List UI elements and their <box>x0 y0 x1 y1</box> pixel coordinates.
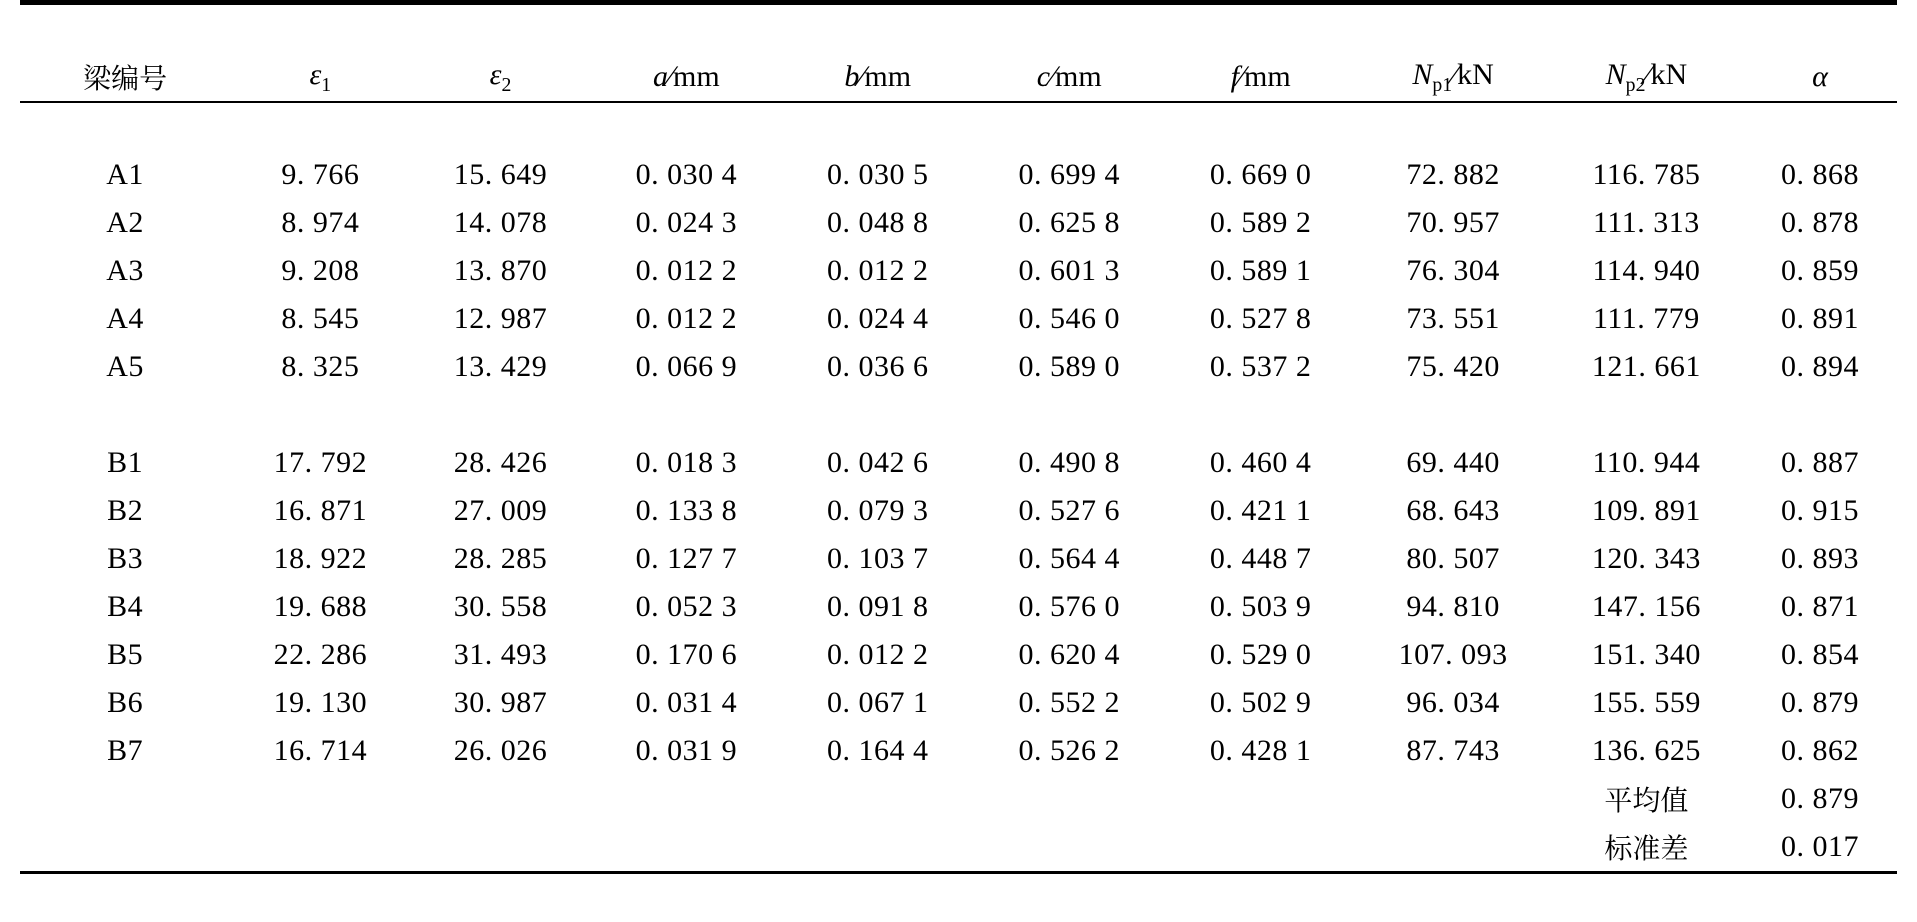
cell-eps1: 16. 714 <box>230 727 410 775</box>
group-separator <box>20 391 1897 439</box>
column-header-beam-no: 梁编号 <box>20 53 230 102</box>
cell-a: 0. 012 2 <box>591 295 782 343</box>
cell-c: 0. 564 4 <box>974 535 1165 583</box>
cell-c: 0. 576 0 <box>974 583 1165 631</box>
cell-np1: 73. 551 <box>1356 295 1549 343</box>
cell-np1: 94. 810 <box>1356 583 1549 631</box>
column-header-c: c∕mm <box>974 53 1165 102</box>
summary-spacer <box>230 775 410 823</box>
cell-alpha: 0. 879 <box>1743 679 1897 727</box>
cell-eps2: 30. 987 <box>410 679 590 727</box>
table-row <box>20 295 1897 343</box>
column-header-b: b∕mm <box>782 53 973 102</box>
cell-eps2: 26. 026 <box>410 727 590 775</box>
cell-f: 0. 502 9 <box>1165 679 1356 727</box>
cell-np1: 96. 034 <box>1356 679 1549 727</box>
cell-a: 0. 127 7 <box>591 535 782 583</box>
cell-alpha: 0. 868 <box>1743 151 1897 199</box>
cell-beam-no: A3 <box>20 247 230 295</box>
cell-beam-no: B5 <box>20 631 230 679</box>
summary-row-stddev <box>20 823 1897 873</box>
cell-eps2: 12. 987 <box>410 295 590 343</box>
cell-np1: 75. 420 <box>1356 343 1549 391</box>
cell-beam-no: A5 <box>20 343 230 391</box>
cell-beam-no: B2 <box>20 487 230 535</box>
cell-np1: 80. 507 <box>1356 535 1549 583</box>
cell-c: 0. 589 0 <box>974 343 1165 391</box>
summary-value-stddev: 0. 017 <box>1743 823 1897 873</box>
column-header-alpha: α <box>1743 53 1897 102</box>
table-row <box>20 679 1897 727</box>
column-header-eps2: $\varepsilon_2$ <box>410 53 590 102</box>
cell-c: 0. 527 6 <box>974 487 1165 535</box>
cell-eps2: 27. 009 <box>410 487 590 535</box>
cell-f: 0. 589 1 <box>1165 247 1356 295</box>
cell-beam-no: A2 <box>20 199 230 247</box>
cell-a: 0. 066 9 <box>591 343 782 391</box>
cell-np2: 111. 779 <box>1550 295 1743 343</box>
cell-eps2: 30. 558 <box>410 583 590 631</box>
cell-beam-no: B6 <box>20 679 230 727</box>
cell-a: 0. 031 9 <box>591 727 782 775</box>
cell-eps2: 28. 285 <box>410 535 590 583</box>
cell-f: 0. 537 2 <box>1165 343 1356 391</box>
cell-eps1: 8. 325 <box>230 343 410 391</box>
cell-np2: 116. 785 <box>1550 151 1743 199</box>
cell-eps1: 9. 208 <box>230 247 410 295</box>
summary-spacer <box>20 775 230 823</box>
cell-np2: 151. 340 <box>1550 631 1743 679</box>
cell-np1: 72. 882 <box>1356 151 1549 199</box>
cell-beam-no: B4 <box>20 583 230 631</box>
table-row <box>20 199 1897 247</box>
table-header-row <box>20 53 1897 102</box>
column-header-f: f∕mm <box>1165 53 1356 102</box>
cell-f: 0. 669 0 <box>1165 151 1356 199</box>
cell-a: 0. 012 2 <box>591 247 782 295</box>
cell-b: 0. 164 4 <box>782 727 973 775</box>
summary-spacer <box>1356 775 1549 823</box>
cell-c: 0. 625 8 <box>974 199 1165 247</box>
summary-spacer <box>782 775 973 823</box>
cell-c: 0. 546 0 <box>974 295 1165 343</box>
table-row <box>20 631 1897 679</box>
cell-np1: 70. 957 <box>1356 199 1549 247</box>
cell-a: 0. 133 8 <box>591 487 782 535</box>
cell-np2: 121. 661 <box>1550 343 1743 391</box>
cell-eps1: 16. 871 <box>230 487 410 535</box>
cell-a: 0. 052 3 <box>591 583 782 631</box>
cell-b: 0. 079 3 <box>782 487 973 535</box>
cell-f: 0. 503 9 <box>1165 583 1356 631</box>
cell-a: 0. 024 3 <box>591 199 782 247</box>
cell-b: 0. 012 2 <box>782 631 973 679</box>
cell-eps1: 8. 974 <box>230 199 410 247</box>
cell-np2: 110. 944 <box>1550 439 1743 487</box>
table-rule-bottom <box>20 873 1897 922</box>
cell-eps1: 19. 688 <box>230 583 410 631</box>
cell-c: 0. 526 2 <box>974 727 1165 775</box>
cell-a: 0. 170 6 <box>591 631 782 679</box>
table-row <box>20 247 1897 295</box>
cell-alpha: 0. 915 <box>1743 487 1897 535</box>
column-header-a: a∕mm <box>591 53 782 102</box>
table-row <box>20 535 1897 583</box>
cell-b: 0. 103 7 <box>782 535 973 583</box>
cell-c: 0. 552 2 <box>974 679 1165 727</box>
column-header-eps1: $\varepsilon_1$ <box>230 53 410 102</box>
cell-alpha: 0. 891 <box>1743 295 1897 343</box>
table-rule-top <box>20 3 1897 54</box>
cell-eps2: 13. 429 <box>410 343 590 391</box>
cell-b: 0. 024 4 <box>782 295 973 343</box>
summary-spacer <box>1165 775 1356 823</box>
cell-b: 0. 067 1 <box>782 679 973 727</box>
cell-alpha: 0. 887 <box>1743 439 1897 487</box>
cell-eps2: 31. 493 <box>410 631 590 679</box>
cell-b: 0. 048 8 <box>782 199 973 247</box>
cell-f: 0. 460 4 <box>1165 439 1356 487</box>
cell-np2: 114. 940 <box>1550 247 1743 295</box>
cell-beam-no: B7 <box>20 727 230 775</box>
table-row <box>20 727 1897 775</box>
cell-eps1: 18. 922 <box>230 535 410 583</box>
cell-np1: 107. 093 <box>1356 631 1549 679</box>
cell-c: 0. 699 4 <box>974 151 1165 199</box>
cell-c: 0. 490 8 <box>974 439 1165 487</box>
cell-beam-no: A4 <box>20 295 230 343</box>
cell-b: 0. 091 8 <box>782 583 973 631</box>
cell-alpha: 0. 878 <box>1743 199 1897 247</box>
summary-label-stddev: 标准差 <box>1550 823 1743 873</box>
cell-a: 0. 018 3 <box>591 439 782 487</box>
cell-a: 0. 031 4 <box>591 679 782 727</box>
cell-eps2: 13. 870 <box>410 247 590 295</box>
summary-spacer <box>20 823 230 873</box>
cell-np1: 76. 304 <box>1356 247 1549 295</box>
cell-f: 0. 448 7 <box>1165 535 1356 583</box>
table-row <box>20 439 1897 487</box>
cell-eps1: 22. 286 <box>230 631 410 679</box>
cell-eps2: 15. 649 <box>410 151 590 199</box>
cell-b: 0. 042 6 <box>782 439 973 487</box>
summary-spacer <box>591 823 782 873</box>
cell-eps1: 9. 766 <box>230 151 410 199</box>
cell-f: 0. 529 0 <box>1165 631 1356 679</box>
table-row <box>20 583 1897 631</box>
cell-np1: 87. 743 <box>1356 727 1549 775</box>
cell-c: 0. 601 3 <box>974 247 1165 295</box>
cell-f: 0. 527 8 <box>1165 295 1356 343</box>
summary-spacer <box>410 823 590 873</box>
table-rule-header <box>20 102 1897 151</box>
column-header-np1: $N_{p1}∕kN$ <box>1356 53 1549 102</box>
table-row <box>20 343 1897 391</box>
column-header-np2: $N_{p2}∕kN$ <box>1550 53 1743 102</box>
cell-eps1: 19. 130 <box>230 679 410 727</box>
cell-np2: 136. 625 <box>1550 727 1743 775</box>
cell-f: 0. 421 1 <box>1165 487 1356 535</box>
summary-spacer <box>1356 823 1549 873</box>
cell-eps2: 28. 426 <box>410 439 590 487</box>
summary-spacer <box>591 775 782 823</box>
table-row <box>20 151 1897 199</box>
cell-f: 0. 589 2 <box>1165 199 1356 247</box>
data-table <box>20 0 1897 922</box>
cell-alpha: 0. 894 <box>1743 343 1897 391</box>
summary-label-mean: 平均值 <box>1550 775 1743 823</box>
cell-beam-no: B3 <box>20 535 230 583</box>
table-row <box>20 487 1897 535</box>
cell-a: 0. 030 4 <box>591 151 782 199</box>
cell-f: 0. 428 1 <box>1165 727 1356 775</box>
summary-spacer <box>410 775 590 823</box>
summary-spacer <box>230 823 410 873</box>
cell-b: 0. 030 5 <box>782 151 973 199</box>
cell-c: 0. 620 4 <box>974 631 1165 679</box>
cell-b: 0. 012 2 <box>782 247 973 295</box>
cell-alpha: 0. 871 <box>1743 583 1897 631</box>
cell-np2: 120. 343 <box>1550 535 1743 583</box>
cell-np2: 111. 313 <box>1550 199 1743 247</box>
summary-spacer <box>974 775 1165 823</box>
summary-spacer <box>1165 823 1356 873</box>
cell-np2: 109. 891 <box>1550 487 1743 535</box>
summary-spacer <box>782 823 973 873</box>
cell-alpha: 0. 854 <box>1743 631 1897 679</box>
cell-beam-no: A1 <box>20 151 230 199</box>
cell-np1: 68. 643 <box>1356 487 1549 535</box>
cell-np2: 155. 559 <box>1550 679 1743 727</box>
cell-eps1: 17. 792 <box>230 439 410 487</box>
cell-np1: 69. 440 <box>1356 439 1549 487</box>
cell-eps2: 14. 078 <box>410 199 590 247</box>
cell-b: 0. 036 6 <box>782 343 973 391</box>
cell-beam-no: B1 <box>20 439 230 487</box>
summary-spacer <box>974 823 1165 873</box>
summary-value-mean: 0. 879 <box>1743 775 1897 823</box>
cell-alpha: 0. 862 <box>1743 727 1897 775</box>
cell-np2: 147. 156 <box>1550 583 1743 631</box>
cell-alpha: 0. 859 <box>1743 247 1897 295</box>
cell-alpha: 0. 893 <box>1743 535 1897 583</box>
cell-eps1: 8. 545 <box>230 295 410 343</box>
summary-row-mean <box>20 775 1897 823</box>
